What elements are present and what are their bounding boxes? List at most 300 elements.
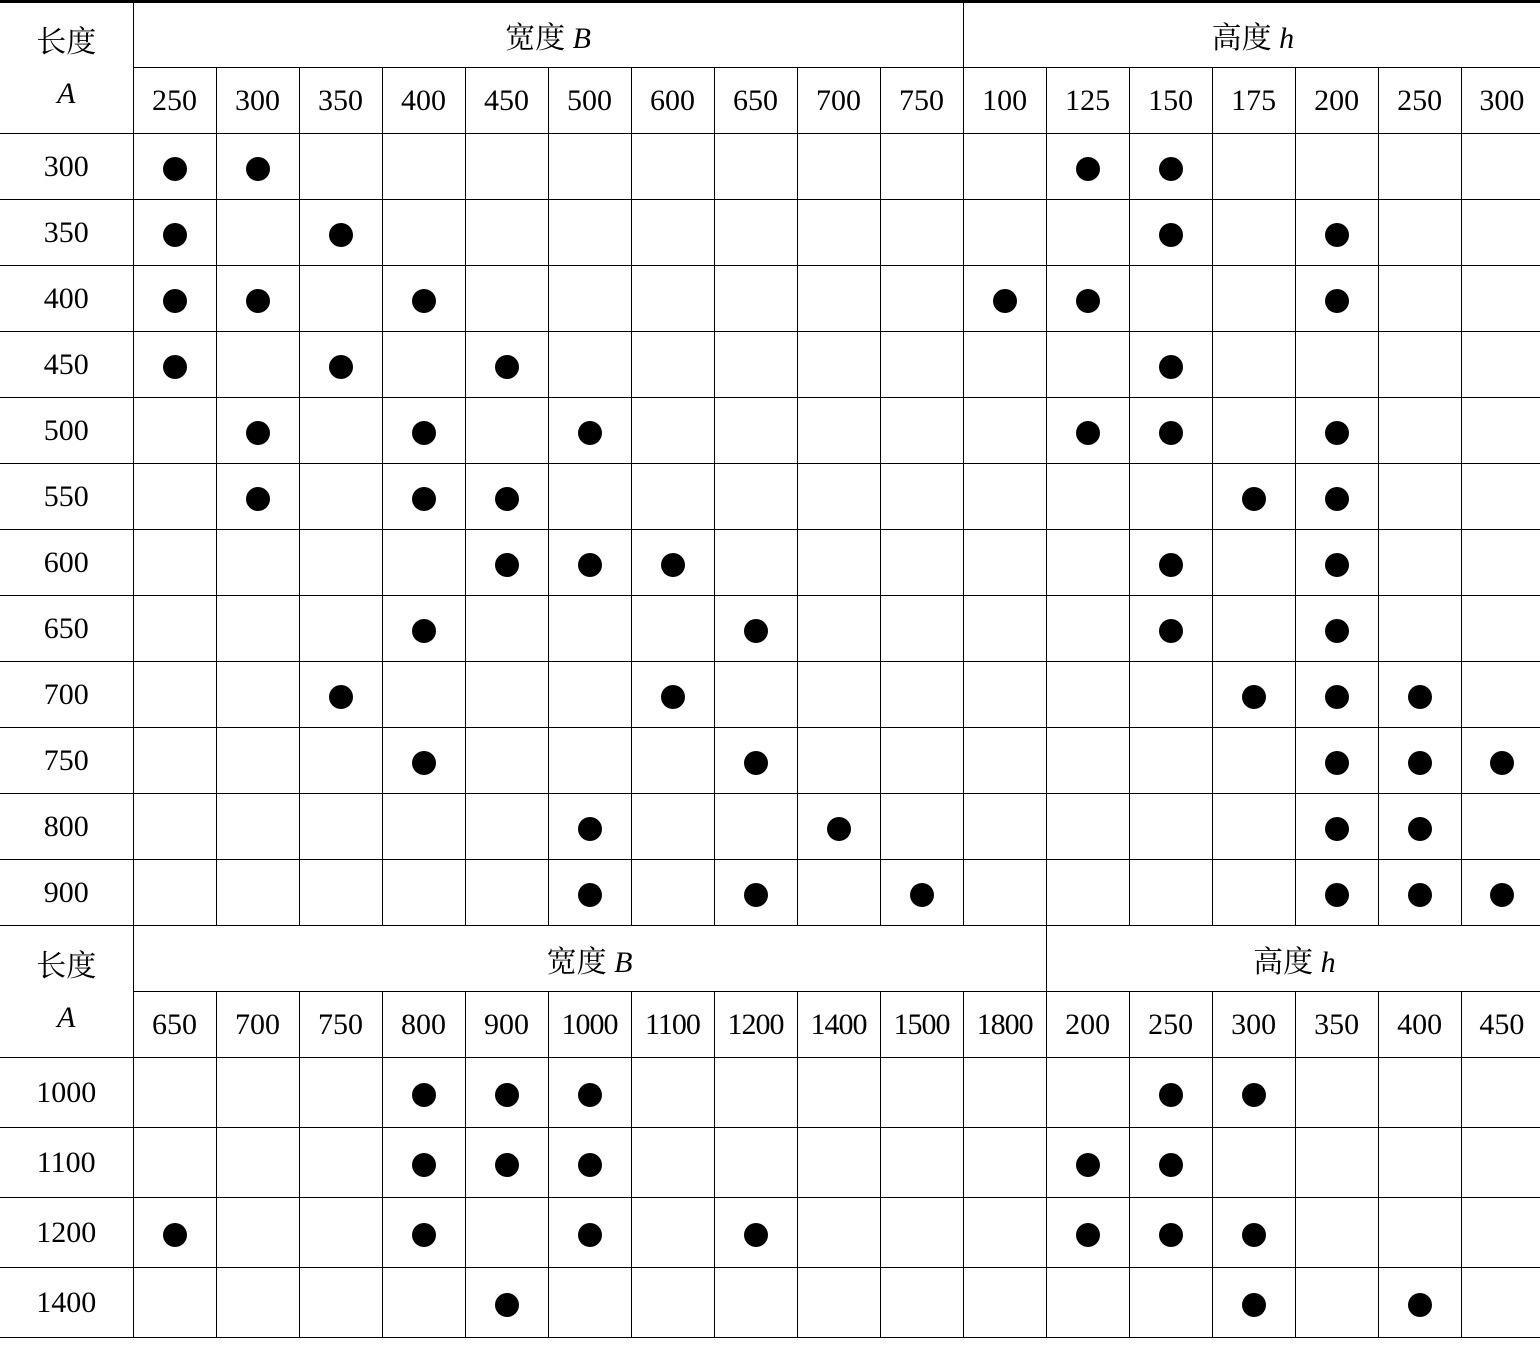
width-mark-cell xyxy=(714,332,797,398)
width-mark-cell xyxy=(631,464,714,530)
width-mark-cell xyxy=(631,662,714,728)
width-value-cell: 250 xyxy=(133,68,216,134)
length-cell: 600 xyxy=(0,530,133,596)
section1-width-header xyxy=(133,2,963,68)
height-mark-cell xyxy=(1295,134,1378,200)
width-mark-cell xyxy=(382,134,465,200)
dot-mark xyxy=(1408,1293,1432,1317)
height-mark-cell xyxy=(1212,1198,1295,1268)
height-mark-cell xyxy=(1378,1128,1461,1198)
width-mark-cell xyxy=(216,1198,299,1268)
height-value-cell: 250 xyxy=(1129,992,1212,1058)
width-mark-cell xyxy=(216,200,299,266)
height-mark-cell xyxy=(1212,464,1295,530)
height-mark-cell xyxy=(963,662,1046,728)
dot-mark xyxy=(1159,157,1183,181)
width-mark-cell xyxy=(880,662,963,728)
height-value-cell: 250 xyxy=(1378,68,1461,134)
length-cell: 900 xyxy=(0,860,133,926)
height-mark-cell xyxy=(1046,134,1129,200)
height-value-cell: 150 xyxy=(1129,68,1212,134)
height-mark-cell xyxy=(1129,1128,1212,1198)
section2-width-header xyxy=(133,926,1046,992)
dot-mark xyxy=(1076,1153,1100,1177)
width-mark-cell xyxy=(133,398,216,464)
height-mark-cell xyxy=(1378,1058,1461,1128)
width-mark-cell xyxy=(548,200,631,266)
width-mark-cell xyxy=(714,1128,797,1198)
dot-mark xyxy=(495,1083,519,1107)
dot-mark xyxy=(246,421,270,445)
width-mark-cell xyxy=(548,1128,631,1198)
height-value-cell: 200 xyxy=(1295,68,1378,134)
width-value-cell: 900 xyxy=(465,992,548,1058)
width-mark-cell xyxy=(382,1128,465,1198)
section2-values-row xyxy=(0,992,1540,1058)
dot-mark xyxy=(495,1153,519,1177)
table-row xyxy=(0,464,1540,530)
dot-mark xyxy=(1159,619,1183,643)
width-mark-cell xyxy=(465,1198,548,1268)
height-mark-cell xyxy=(1461,530,1540,596)
height-mark-cell xyxy=(963,398,1046,464)
height-mark-cell xyxy=(1046,200,1129,266)
height-mark-cell xyxy=(1295,1128,1378,1198)
length-cell: 450 xyxy=(0,332,133,398)
width-mark-cell xyxy=(133,1268,216,1338)
dot-mark xyxy=(1408,751,1432,775)
height-mark-cell xyxy=(1461,1268,1540,1338)
height-mark-cell xyxy=(1378,134,1461,200)
width-mark-cell xyxy=(382,464,465,530)
height-mark-cell xyxy=(1046,1268,1129,1338)
width-mark-cell xyxy=(216,662,299,728)
width-mark-cell xyxy=(548,464,631,530)
height-mark-cell xyxy=(963,860,1046,926)
height-mark-cell xyxy=(1295,332,1378,398)
table-row xyxy=(0,860,1540,926)
height-mark-cell xyxy=(1129,794,1212,860)
width-mark-cell xyxy=(465,662,548,728)
height-mark-cell xyxy=(1046,1058,1129,1128)
height-mark-cell xyxy=(963,266,1046,332)
width-mark-cell xyxy=(714,266,797,332)
width-value-cell: 650 xyxy=(133,992,216,1058)
table-row xyxy=(0,728,1540,794)
height-variable: h xyxy=(1279,22,1295,55)
width-mark-cell xyxy=(548,134,631,200)
dot-mark xyxy=(661,685,685,709)
height-mark-cell xyxy=(1046,530,1129,596)
width-mark-cell xyxy=(714,530,797,596)
width-label: 宽度 xyxy=(505,22,566,55)
width-value-cell: 750 xyxy=(299,992,382,1058)
height-mark-cell xyxy=(1212,530,1295,596)
width-label: 宽度 xyxy=(546,945,607,979)
dot-mark xyxy=(1325,223,1349,247)
dot-mark xyxy=(1159,421,1183,445)
dot-mark xyxy=(1408,883,1432,907)
width-mark-cell xyxy=(714,728,797,794)
height-mark-cell xyxy=(1046,662,1129,728)
height-mark-cell xyxy=(1378,596,1461,662)
length-cell: 1200 xyxy=(0,1198,133,1268)
width-mark-cell xyxy=(216,332,299,398)
height-value-cell: 400 xyxy=(1378,992,1461,1058)
width-mark-cell xyxy=(880,728,963,794)
dot-mark xyxy=(578,817,602,841)
width-mark-cell xyxy=(299,860,382,926)
width-mark-cell xyxy=(548,1198,631,1268)
width-mark-cell xyxy=(133,134,216,200)
width-mark-cell xyxy=(465,860,548,926)
width-mark-cell xyxy=(631,1128,714,1198)
section2-height-header xyxy=(1046,926,1540,992)
width-variable: B xyxy=(572,22,591,55)
width-mark-cell xyxy=(880,596,963,662)
table-row xyxy=(0,332,1540,398)
width-mark-cell xyxy=(216,464,299,530)
height-variable: h xyxy=(1320,945,1336,979)
height-mark-cell xyxy=(1212,332,1295,398)
dot-mark xyxy=(578,1223,602,1247)
height-mark-cell xyxy=(1378,200,1461,266)
width-mark-cell xyxy=(299,794,382,860)
height-mark-cell xyxy=(1295,662,1378,728)
width-mark-cell xyxy=(382,596,465,662)
width-mark-cell xyxy=(631,134,714,200)
dot-mark xyxy=(163,289,187,313)
height-mark-cell xyxy=(1212,860,1295,926)
table-row xyxy=(0,1268,1540,1338)
width-mark-cell xyxy=(880,1058,963,1128)
height-mark-cell xyxy=(1461,860,1540,926)
dot-mark xyxy=(329,685,353,709)
length-cell: 1000 xyxy=(0,1058,133,1128)
dot-mark xyxy=(1242,1293,1266,1317)
width-mark-cell xyxy=(382,794,465,860)
height-mark-cell xyxy=(1129,728,1212,794)
width-mark-cell xyxy=(631,200,714,266)
height-value-cell: 100 xyxy=(963,68,1046,134)
height-mark-cell xyxy=(1212,266,1295,332)
height-mark-cell xyxy=(1212,728,1295,794)
dot-mark xyxy=(578,1153,602,1177)
width-mark-cell xyxy=(465,332,548,398)
height-mark-cell xyxy=(1295,1268,1378,1338)
width-mark-cell xyxy=(382,1268,465,1338)
width-value-cell: 700 xyxy=(797,68,880,134)
length-cell: 700 xyxy=(0,662,133,728)
dot-mark xyxy=(1159,553,1183,577)
dot-mark xyxy=(412,619,436,643)
dot-mark xyxy=(246,289,270,313)
height-mark-cell xyxy=(1212,662,1295,728)
width-mark-cell xyxy=(133,662,216,728)
dot-mark xyxy=(1325,289,1349,313)
width-mark-cell xyxy=(714,794,797,860)
width-mark-cell xyxy=(465,596,548,662)
width-value-cell: 350 xyxy=(299,68,382,134)
height-mark-cell xyxy=(1461,1058,1540,1128)
height-mark-cell xyxy=(1295,530,1378,596)
height-mark-cell xyxy=(1461,266,1540,332)
width-mark-cell xyxy=(465,1268,548,1338)
dot-mark xyxy=(412,289,436,313)
width-mark-cell xyxy=(465,266,548,332)
width-mark-cell xyxy=(797,266,880,332)
height-mark-cell xyxy=(1378,464,1461,530)
height-mark-cell xyxy=(1461,596,1540,662)
width-mark-cell xyxy=(133,332,216,398)
table-row xyxy=(0,794,1540,860)
width-mark-cell xyxy=(133,200,216,266)
dot-mark xyxy=(744,619,768,643)
height-mark-cell xyxy=(1378,1198,1461,1268)
height-mark-cell xyxy=(1129,1058,1212,1128)
width-value-cell: 500 xyxy=(548,68,631,134)
width-mark-cell xyxy=(714,134,797,200)
dot-mark xyxy=(1076,289,1100,313)
width-mark-cell xyxy=(963,1128,1046,1198)
width-mark-cell xyxy=(299,596,382,662)
width-mark-cell xyxy=(714,1058,797,1128)
width-mark-cell xyxy=(631,728,714,794)
width-mark-cell xyxy=(465,1128,548,1198)
height-mark-cell xyxy=(963,530,1046,596)
width-mark-cell xyxy=(631,398,714,464)
width-mark-cell xyxy=(797,1198,880,1268)
dot-mark xyxy=(744,1223,768,1247)
dot-mark xyxy=(1076,1223,1100,1247)
width-mark-cell xyxy=(880,266,963,332)
dot-mark xyxy=(495,355,519,379)
width-value-cell: 300 xyxy=(216,68,299,134)
length-cell: 750 xyxy=(0,728,133,794)
width-mark-cell xyxy=(216,596,299,662)
height-mark-cell xyxy=(1129,1198,1212,1268)
height-mark-cell xyxy=(1461,1128,1540,1198)
width-mark-cell xyxy=(216,530,299,596)
height-value-cell: 300 xyxy=(1461,68,1540,134)
dot-mark xyxy=(578,1083,602,1107)
section2-corner-cell xyxy=(0,926,133,1058)
height-mark-cell xyxy=(1129,530,1212,596)
height-mark-cell xyxy=(1129,662,1212,728)
width-mark-cell xyxy=(216,134,299,200)
width-mark-cell xyxy=(382,860,465,926)
width-mark-cell xyxy=(880,200,963,266)
width-mark-cell xyxy=(465,794,548,860)
width-value-cell: 1500 xyxy=(880,992,963,1058)
dot-mark xyxy=(1159,223,1183,247)
table-row xyxy=(0,134,1540,200)
width-mark-cell xyxy=(548,1268,631,1338)
width-mark-cell xyxy=(880,860,963,926)
height-mark-cell xyxy=(1378,1268,1461,1338)
dot-mark xyxy=(412,751,436,775)
dot-mark xyxy=(246,487,270,511)
width-mark-cell xyxy=(133,860,216,926)
width-value-cell: 450 xyxy=(465,68,548,134)
width-mark-cell xyxy=(299,1128,382,1198)
width-mark-cell xyxy=(548,332,631,398)
width-mark-cell xyxy=(797,398,880,464)
width-mark-cell xyxy=(216,1128,299,1198)
length-cell: 550 xyxy=(0,464,133,530)
dot-mark xyxy=(1325,751,1349,775)
width-mark-cell xyxy=(133,1128,216,1198)
width-value-cell: 1100 xyxy=(631,992,714,1058)
dot-mark xyxy=(1325,685,1349,709)
height-mark-cell xyxy=(1378,332,1461,398)
dot-mark xyxy=(910,883,934,907)
width-mark-cell xyxy=(382,266,465,332)
height-mark-cell xyxy=(963,464,1046,530)
width-mark-cell xyxy=(299,1268,382,1338)
dot-mark xyxy=(744,883,768,907)
dot-mark xyxy=(1242,685,1266,709)
width-mark-cell xyxy=(548,266,631,332)
width-mark-cell xyxy=(465,200,548,266)
height-value-cell: 300 xyxy=(1212,992,1295,1058)
width-value-cell: 1000 xyxy=(548,992,631,1058)
height-value-cell: 350 xyxy=(1295,992,1378,1058)
width-mark-cell xyxy=(548,596,631,662)
height-label: 高度 xyxy=(1211,22,1272,55)
height-mark-cell xyxy=(963,134,1046,200)
height-mark-cell xyxy=(1129,266,1212,332)
width-mark-cell xyxy=(216,860,299,926)
width-mark-cell xyxy=(382,662,465,728)
width-mark-cell xyxy=(299,728,382,794)
width-mark-cell xyxy=(548,728,631,794)
dot-mark xyxy=(1076,421,1100,445)
height-mark-cell xyxy=(1046,1128,1129,1198)
width-mark-cell xyxy=(631,596,714,662)
width-mark-cell xyxy=(880,332,963,398)
height-mark-cell xyxy=(1046,794,1129,860)
width-mark-cell xyxy=(216,266,299,332)
width-mark-cell xyxy=(548,860,631,926)
table-row xyxy=(0,266,1540,332)
height-value-cell: 200 xyxy=(1046,992,1129,1058)
height-mark-cell xyxy=(1212,200,1295,266)
width-mark-cell xyxy=(133,1198,216,1268)
height-mark-cell xyxy=(1129,1268,1212,1338)
width-mark-cell xyxy=(797,200,880,266)
length-variable: A xyxy=(57,1000,76,1034)
width-mark-cell xyxy=(382,332,465,398)
width-mark-cell xyxy=(797,728,880,794)
width-mark-cell xyxy=(631,1198,714,1268)
width-value-cell: 800 xyxy=(382,992,465,1058)
height-mark-cell xyxy=(1212,1058,1295,1128)
width-mark-cell xyxy=(299,200,382,266)
dot-mark xyxy=(1159,1153,1183,1177)
width-mark-cell xyxy=(880,530,963,596)
height-mark-cell xyxy=(1212,134,1295,200)
height-mark-cell xyxy=(1295,398,1378,464)
height-mark-cell xyxy=(1212,1128,1295,1198)
width-mark-cell xyxy=(216,794,299,860)
width-mark-cell xyxy=(797,464,880,530)
width-value-cell: 700 xyxy=(216,992,299,1058)
width-mark-cell xyxy=(631,332,714,398)
width-mark-cell xyxy=(299,134,382,200)
width-mark-cell xyxy=(133,1058,216,1128)
height-mark-cell xyxy=(1295,596,1378,662)
dot-mark xyxy=(495,1293,519,1317)
width-mark-cell xyxy=(465,398,548,464)
width-mark-cell xyxy=(963,1198,1046,1268)
height-mark-cell xyxy=(1295,464,1378,530)
dot-mark xyxy=(246,157,270,181)
section1-corner-cell xyxy=(0,2,133,134)
dot-mark xyxy=(163,355,187,379)
width-mark-cell xyxy=(880,1128,963,1198)
height-mark-cell xyxy=(1295,1058,1378,1128)
width-mark-cell xyxy=(797,596,880,662)
width-mark-cell xyxy=(133,728,216,794)
height-mark-cell xyxy=(1046,728,1129,794)
width-mark-cell xyxy=(465,530,548,596)
height-mark-cell xyxy=(963,200,1046,266)
width-mark-cell xyxy=(631,794,714,860)
height-mark-cell xyxy=(1461,662,1540,728)
dot-mark xyxy=(1325,487,1349,511)
dot-mark xyxy=(1159,1223,1183,1247)
height-mark-cell xyxy=(1046,464,1129,530)
height-mark-cell xyxy=(1212,398,1295,464)
height-mark-cell xyxy=(1129,134,1212,200)
width-mark-cell xyxy=(797,794,880,860)
width-mark-cell xyxy=(797,662,880,728)
table-body xyxy=(0,2,1540,1338)
height-mark-cell xyxy=(963,596,1046,662)
height-mark-cell xyxy=(1046,596,1129,662)
width-mark-cell xyxy=(216,728,299,794)
length-cell: 650 xyxy=(0,596,133,662)
section1-height-header xyxy=(963,2,1540,68)
height-mark-cell xyxy=(1129,860,1212,926)
height-mark-cell xyxy=(1461,728,1540,794)
width-mark-cell xyxy=(797,134,880,200)
height-mark-cell xyxy=(1461,134,1540,200)
table-row xyxy=(0,662,1540,728)
width-mark-cell xyxy=(548,530,631,596)
height-mark-cell xyxy=(1129,596,1212,662)
width-value-cell: 1200 xyxy=(714,992,797,1058)
height-mark-cell xyxy=(1378,662,1461,728)
width-mark-cell xyxy=(548,662,631,728)
width-value-cell: 600 xyxy=(631,68,714,134)
dot-mark xyxy=(412,421,436,445)
height-mark-cell xyxy=(1129,398,1212,464)
height-value-cell: 125 xyxy=(1046,68,1129,134)
width-mark-cell xyxy=(797,530,880,596)
height-mark-cell xyxy=(1046,860,1129,926)
dot-mark xyxy=(1242,1223,1266,1247)
dot-mark xyxy=(412,1223,436,1247)
dot-mark xyxy=(1076,157,1100,181)
length-cell: 300 xyxy=(0,134,133,200)
height-mark-cell xyxy=(1378,794,1461,860)
dot-mark xyxy=(1490,751,1514,775)
height-mark-cell xyxy=(1461,1198,1540,1268)
dot-mark xyxy=(1490,883,1514,907)
width-mark-cell xyxy=(382,530,465,596)
